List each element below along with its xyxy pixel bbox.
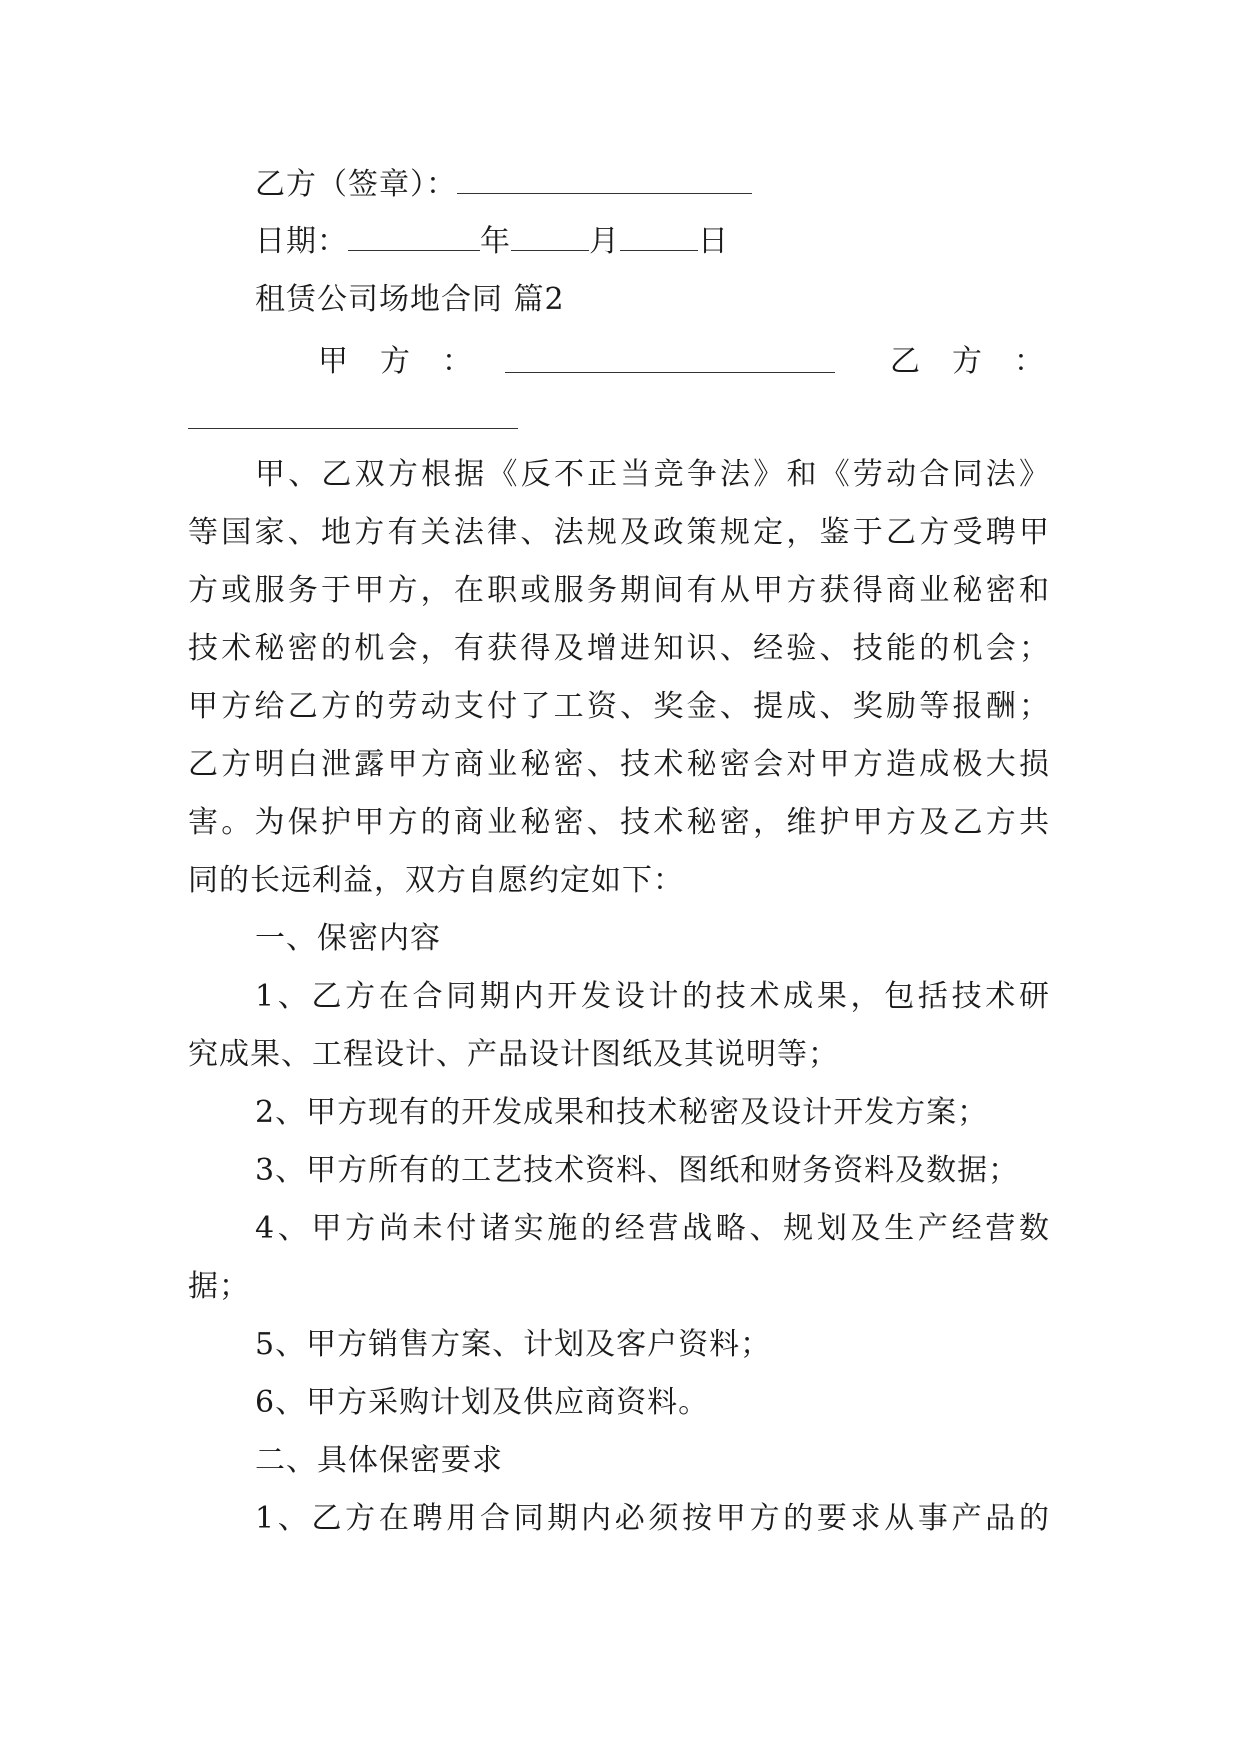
list-item: 4、甲方尚未付诸实施的经营战略、规划及生产经营数 xyxy=(255,1211,1050,1246)
day-label: 日 xyxy=(698,224,729,259)
body-line: 甲方给乙方的劳动支付了工资、奖金、提成、奖励等报酬； xyxy=(188,689,1050,724)
list-item: 1、乙方在聘用合同期内必须按甲方的要求从事产品的 xyxy=(255,1501,1050,1536)
body-line: 害。为保护甲方的商业秘密、技术秘密，维护甲方及乙方共 xyxy=(188,805,1050,840)
body-line: 方或服务于甲方，在职或服务期间有从甲方获得商业秘密和 xyxy=(188,573,1050,608)
body-line: 等国家、地方有关法律、法规及政策规定，鉴于乙方受聘甲 xyxy=(188,515,1050,550)
party-a-label: 甲 方 ： xyxy=(318,344,473,379)
party-b-signature-label: 乙方（签章）： xyxy=(255,167,457,202)
section-one-heading: 一、保密内容 xyxy=(255,921,441,956)
body-line: 乙方明白泄露甲方商业秘密、技术秘密会对甲方造成极大损 xyxy=(188,747,1050,782)
section-heading: 租赁公司场地合同 篇2 xyxy=(255,282,565,317)
body-line: 甲、乙双方根据《反不正当竞争法》和《劳动合同法》 xyxy=(255,457,1050,492)
month-label: 月 xyxy=(589,224,620,259)
body-line: 技术秘密的机会，有获得及增进知识、经验、技能的机会； xyxy=(188,631,1050,666)
list-item: 6、甲方采购计划及供应商资料。 xyxy=(255,1385,710,1420)
list-item: 究成果、工程设计、产品设计图纸及其说明等； xyxy=(188,1037,839,1072)
list-item: 2、甲方现有的开发成果和技术秘密及设计开发方案； xyxy=(255,1095,989,1130)
date-label: 日期： xyxy=(255,224,348,259)
list-item: 1、乙方在合同期内开发设计的技术成果，包括技术研 xyxy=(255,979,1050,1014)
party-b-signature-line xyxy=(255,165,752,205)
party-b-signature-blank xyxy=(457,169,752,194)
year-label: 年 xyxy=(480,224,511,259)
list-item: 据； xyxy=(188,1269,250,1304)
year-blank xyxy=(348,226,480,251)
list-item: 3、甲方所有的工艺技术资料、图纸和财务资料及数据； xyxy=(255,1153,1020,1188)
date-line xyxy=(255,222,729,262)
party-a-blank xyxy=(505,372,835,373)
list-item: 5、甲方销售方案、计划及客户资料； xyxy=(255,1327,772,1362)
day-blank xyxy=(620,226,698,251)
party-b-label: 乙 方 ： xyxy=(890,344,1045,379)
body-line: 同的长远利益，双方自愿约定如下： xyxy=(188,863,684,898)
party-b-blank xyxy=(188,428,518,429)
month-blank xyxy=(511,226,589,251)
section-two-heading: 二、具体保密要求 xyxy=(255,1443,503,1478)
